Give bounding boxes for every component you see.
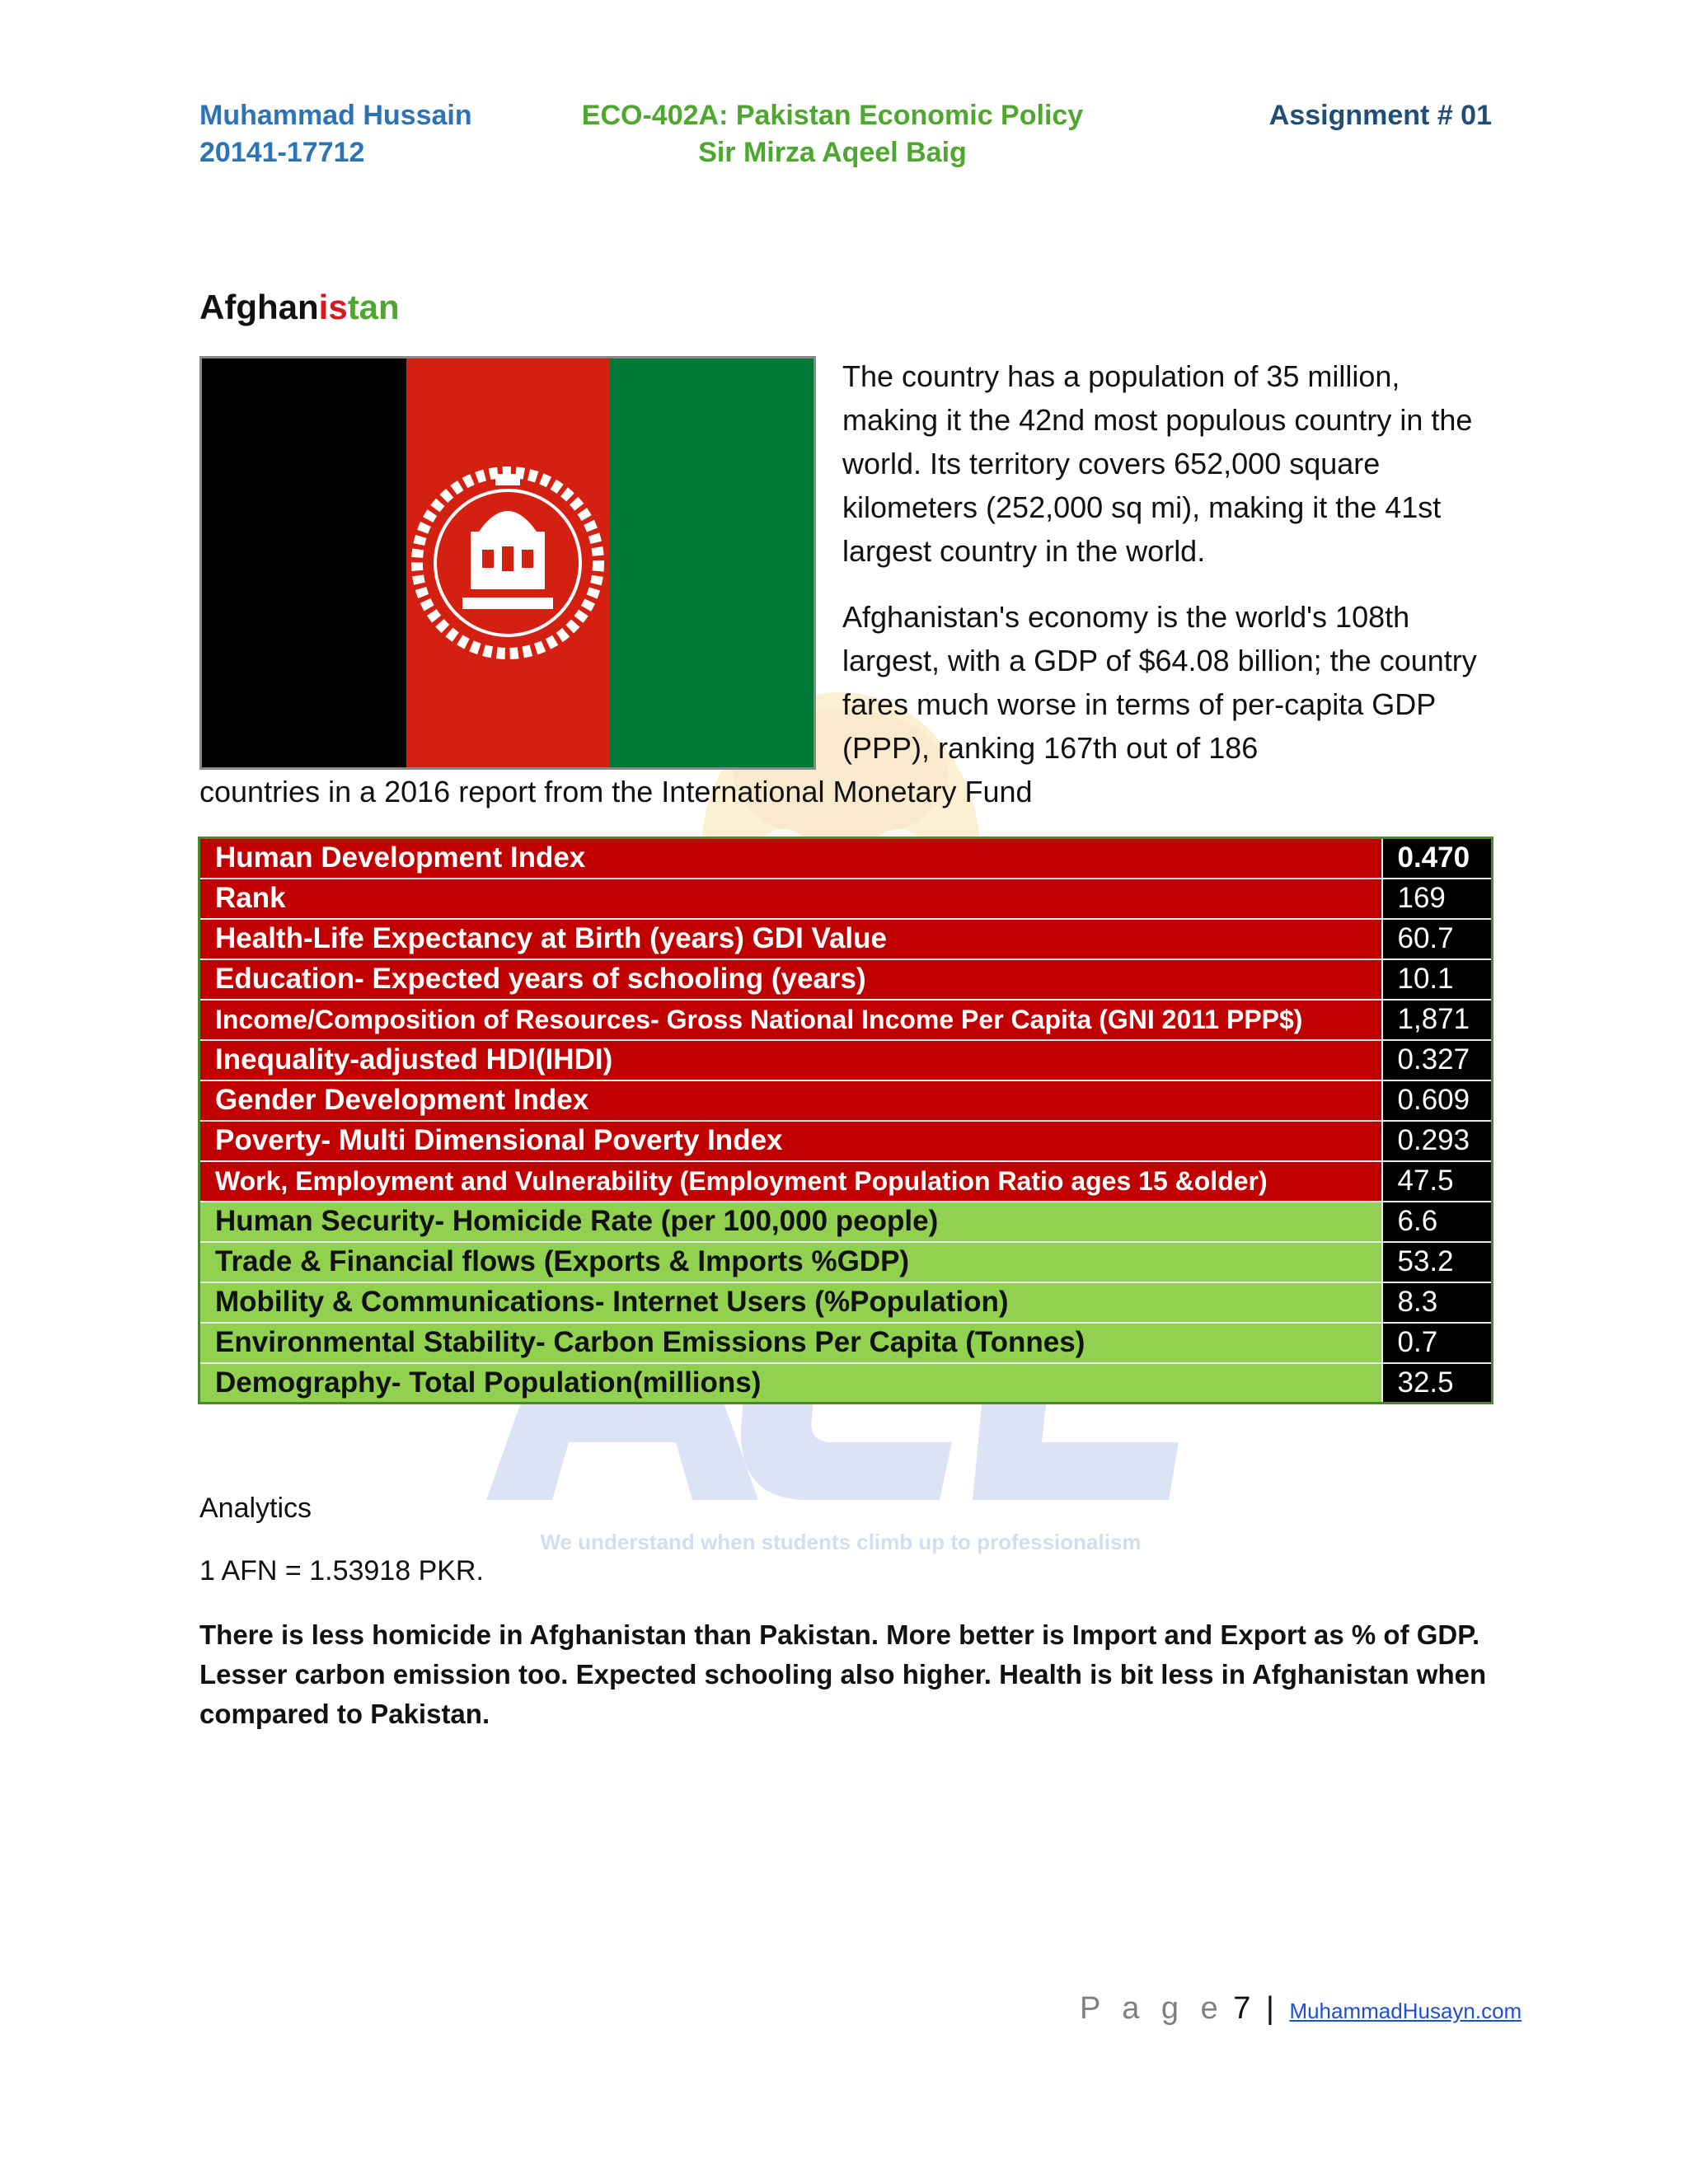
- population-paragraph: The country has a population of 35 million, making it the 42nd most populous country in the world. Its territory covers 652,000 square kilometers (252,000 sq mi), making it the 41st largest country in the world.: [842, 359, 1473, 568]
- indicator-value: 0.7: [1382, 1323, 1493, 1363]
- table-row: [199, 1323, 1493, 1363]
- course-title: ECO-402A: Pakistan Economic Policy: [581, 100, 1084, 131]
- indicator-label: Demography- Total Population(millions): [199, 1363, 1382, 1404]
- table-row: [199, 1080, 1493, 1121]
- indicator-label: Environmental Stability- Carbon Emissions Per Capita (Tonnes): [199, 1323, 1382, 1363]
- indicator-value: 47.5: [1382, 1161, 1493, 1202]
- table-row: [199, 1161, 1493, 1202]
- indicator-label: Rank: [199, 879, 1382, 919]
- analytics-heading: Analytics: [199, 1493, 312, 1524]
- indicator-label: Human Development Index: [199, 838, 1382, 879]
- table-row: [199, 1121, 1493, 1161]
- analytics-conclusion: There is less homicide in Afghanistan than Pakistan. More better is Import and Export as % of GDP. Lesser carbon emission too. Expected schooling also higher. Health is bit less in Afghanistan when compared to Pakistan.: [199, 1619, 1487, 1729]
- indicator-value: 8.3: [1382, 1282, 1493, 1323]
- indicator-label: Gender Development Index: [199, 1080, 1382, 1121]
- table-row: [199, 1282, 1493, 1323]
- indicator-label: Human Security- Homicide Rate (per 100,000 people): [199, 1202, 1382, 1242]
- economy-paragraph: Afghanistan's economy is the world's 108th largest, with a GDP of $64.08 billion; the country fares much worse in terms of per-capita GDP (PPP), ranking 167th out of 186: [842, 600, 1477, 765]
- indicator-value: 53.2: [1382, 1242, 1493, 1282]
- student-id: 20141-17712: [199, 137, 365, 168]
- page-number: 7: [1233, 1991, 1251, 2026]
- table-row: [199, 919, 1493, 959]
- author-name: Muhammad Hussain: [199, 100, 472, 131]
- indicator-label: Work, Employment and Vulnerability (Employment Population Ratio ages 15 &older): [199, 1161, 1382, 1202]
- indicator-value: 0.470: [1382, 838, 1493, 879]
- country-title-part1: Afgh: [199, 288, 279, 326]
- indicator-value: 60.7: [1382, 919, 1493, 959]
- indicator-label: Trade & Financial flows (Exports & Imports %GDP): [199, 1242, 1382, 1282]
- indicator-label: Poverty- Multi Dimensional Poverty Index: [199, 1121, 1382, 1161]
- table-row: [199, 1000, 1493, 1040]
- indicator-value: 10.1: [1382, 959, 1493, 1000]
- indicator-value: 0.327: [1382, 1040, 1493, 1080]
- economy-paragraph-tail: countries in a 2016 report from the International Monetary Fund: [199, 775, 1033, 808]
- website-link[interactable]: MuhammadHusayn.com: [1289, 1999, 1522, 2023]
- indicator-label: Inequality-adjusted HDI(IHDI): [199, 1040, 1382, 1080]
- indicator-value: 0.293: [1382, 1121, 1493, 1161]
- table-row: [199, 1202, 1493, 1242]
- indicator-label: Mobility & Communications- Internet Users (%Population): [199, 1282, 1382, 1323]
- indicator-label: Health-Life Expectancy at Birth (years) GDI Value: [199, 919, 1382, 959]
- indicator-value: 6.6: [1382, 1202, 1493, 1242]
- country-title-part2: an: [278, 288, 319, 326]
- indicator-label: Education- Expected years of schooling (years): [199, 959, 1382, 1000]
- indicator-value: 169: [1382, 879, 1493, 919]
- table-row: [199, 1363, 1493, 1404]
- indicator-value: 1,871: [1382, 1000, 1493, 1040]
- footer-separator: |: [1266, 1991, 1274, 2026]
- table-row: [199, 1242, 1493, 1282]
- instructor-name: Sir Mirza Aqeel Baig: [698, 137, 967, 168]
- table-row: [199, 1040, 1493, 1080]
- indicator-value: 32.5: [1382, 1363, 1493, 1404]
- page-footer: [1080, 1988, 1522, 2032]
- page-label: P a g e: [1080, 1991, 1225, 2026]
- table-row: [199, 959, 1493, 1000]
- table-row: [199, 879, 1493, 919]
- indicator-value: 0.609: [1382, 1080, 1493, 1121]
- country-title-part4: tan: [347, 288, 400, 326]
- exchange-rate: 1 AFN = 1.53918 PKR.: [199, 1555, 484, 1586]
- assignment-number: Assignment # 01: [1268, 100, 1492, 131]
- afghanistan-flag-image: [199, 356, 816, 770]
- indicator-label: Income/Composition of Resources- Gross National Income Per Capita (GNI 2011 PPP$): [199, 1000, 1382, 1040]
- watermark-tagline: We understand when students climb up to professionalism: [540, 1530, 1142, 1554]
- table-row: [199, 838, 1493, 879]
- hdi-indicators-table: [198, 837, 1493, 1404]
- country-title-part3: is: [318, 288, 348, 326]
- country-title: [199, 284, 400, 330]
